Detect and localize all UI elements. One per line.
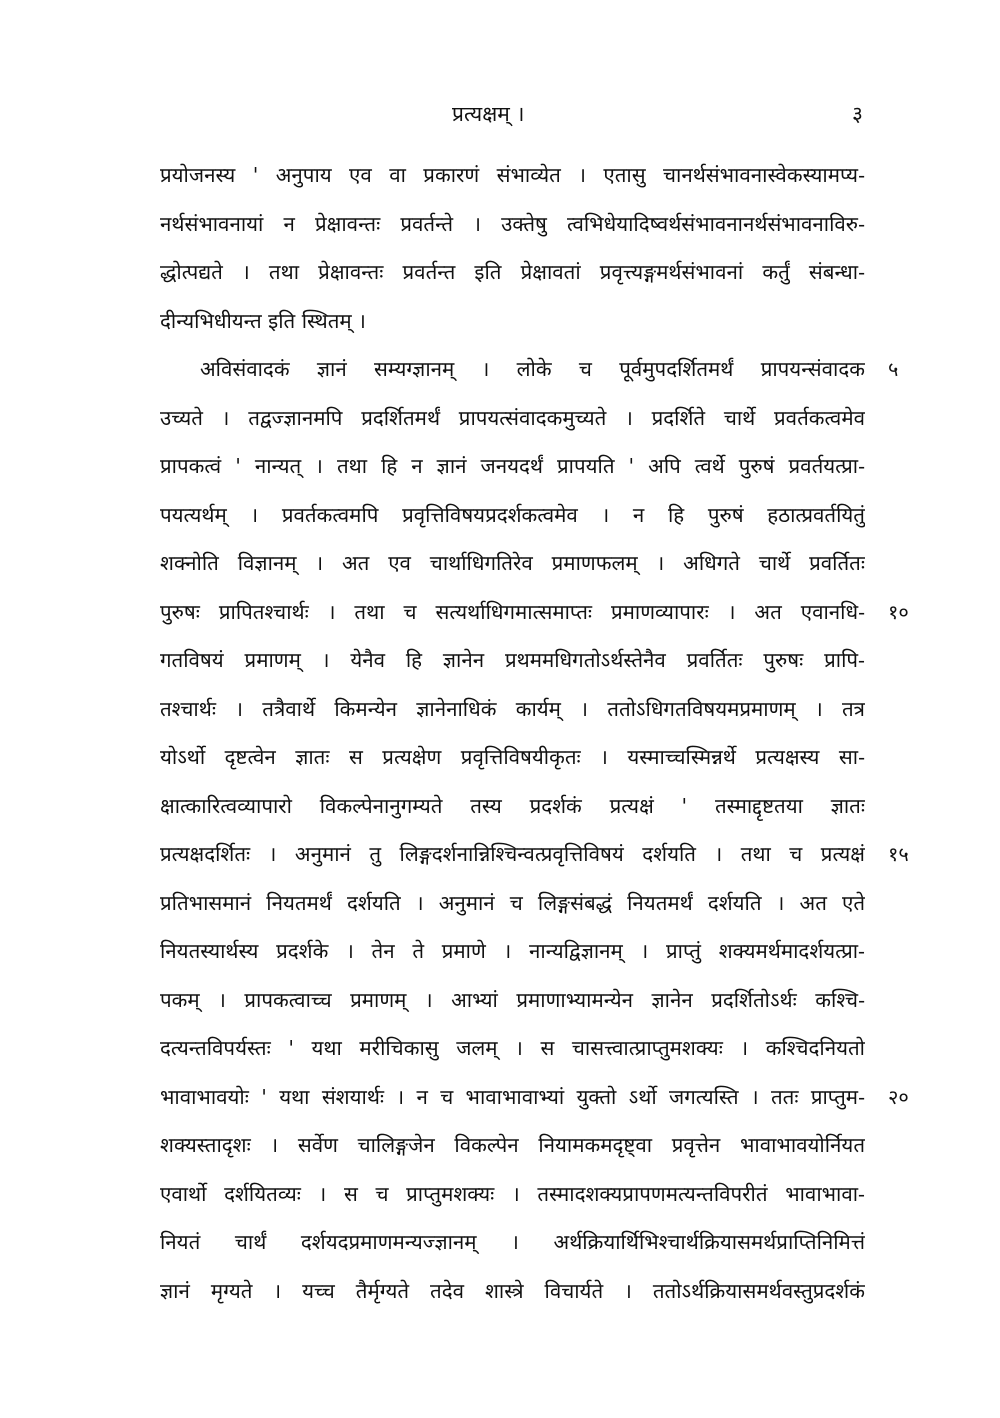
running-head <box>0 100 1000 140</box>
line-text: पकम् । प्रापकत्वाच्च प्रमाणम् । आभ्यां प्रमाणाभ्यामन्येन ज्ञानेन प्रदर्शितोऽर्थः कश्चि- <box>160 987 865 1012</box>
text-line <box>200 354 865 404</box>
line-text: ज्ञानं मृग्यते । यच्च तैर्मृग्यते तदेव शास्त्रे विचार्यते । ततोऽर्थक्रियासमर्थवस्तुप्रदर्शकं <box>160 1278 865 1303</box>
line-text: प्रापकत्वं ' नान्यत् । तथा हि न ज्ञानं जनयदर्थं प्रापयति ' अपि त्वर्थे पुरुषं प्रवर्तयत्प्रा- <box>160 454 865 478</box>
line-text: भावाभावयोः ' यथा संशयार्थः । न च भावाभावाभ्यां युक्तो ऽर्थो जगत्यस्ति । ततः प्राप्तुम- <box>160 1084 865 1109</box>
line-text: गतविषयं प्रमाणम् । येनैव हि ज्ञानेन प्रथममधिगतोऽर्थस्तेनैव प्रवर्तितः पुरुषः प्रापि- <box>160 648 865 672</box>
text-line <box>160 500 865 550</box>
text-line <box>160 791 865 841</box>
text-line <box>160 1033 865 1083</box>
line-text: प्रत्यक्षदर्शितः । अनुमानं तु लिङ्गदर्शनान्निश्चिन्वत्प्रवृत्तिविषयं दर्शयति । तथा च प्रत्यक्षं <box>160 842 865 866</box>
text-line <box>160 1227 865 1277</box>
line-text: शक्यस्तादृशः । सर्वेण चालिङ्गजेन विकल्पेन नियामकमदृष्ट्वा प्रवृत्तेन भावाभावयोर्नियत <box>160 1133 865 1157</box>
text-line <box>160 257 865 307</box>
line-text: उच्यते । तद्वज्ज्ञानमपि प्रदर्शितमर्थं प्रापयत्संवादकमुच्यते । प्रदर्शिते चार्थे प्रवर्तकत्वमेव <box>160 405 865 430</box>
line-text: प्रतिभासमानं नियतमर्थं दर्शयति । अनुमानं च लिङ्गसंबद्धं नियतमर्थं दर्शयति । अत एते <box>160 890 865 915</box>
line-text: दीन्यभिधीयन्त इति स्थितम् । <box>160 308 366 333</box>
text-line <box>160 548 865 598</box>
text-line <box>160 160 865 210</box>
line-text: नियतं चार्थं दर्शयदप्रमाणमन्यज्ज्ञानम् । अर्थक्रियार्थिभिश्चार्थक्रियासमर्थप्राप्तिनिमित्तं <box>160 1230 865 1254</box>
line-text: द्धोत्पद्यते । तथा प्रेक्षावन्तः प्रवर्तन्त इति प्रेक्षावतां प्रवृत्त्यङ्गमर्थसंभावनां कर्तुं संबन्धा- <box>160 260 865 284</box>
line-number: १५ <box>888 842 909 866</box>
text-line <box>160 1082 865 1132</box>
text-line <box>160 597 865 647</box>
text-line <box>160 839 865 889</box>
text-line <box>160 209 865 259</box>
text-line <box>160 451 865 501</box>
text-line <box>160 306 865 356</box>
line-number: ५ <box>888 357 899 381</box>
line-text: शक्नोति विज्ञानम् । अत एव चार्थाधिगतिरेव प्रमाणफलम् । अधिगते चार्थे प्रवर्तितः <box>160 551 865 575</box>
line-text: तश्चार्थः । तत्रैवार्थे किमन्येन ज्ञानेनाधिकं कार्यम् । ततोऽधिगतविषयमप्रमाणम् । तत्र <box>160 696 865 721</box>
text-line <box>160 985 865 1035</box>
line-text: नियतस्यार्थस्य प्रदर्शके । तेन ते प्रमाणे । नान्यद्विज्ञानम् । प्राप्तुं शक्यमर्थमादर्शयत्प्रा- <box>160 939 865 963</box>
text-line <box>160 403 865 453</box>
line-text: एवार्थो दर्शयितव्यः । स च प्राप्तुमशक्यः । तस्मादशक्यप्रापणमत्यन्तविपरीतं भावाभावा- <box>160 1181 865 1206</box>
line-text: पयत्यर्थम् । प्रवर्तकत्वमपि प्रवृत्तिविषयप्रदर्शकत्वमेव । न हि पुरुषं हठात्प्रवर्तयितुं <box>160 502 865 527</box>
text-line <box>160 742 865 792</box>
line-number: १० <box>888 599 909 624</box>
running-head-title: प्रत्यक्षम् । <box>452 102 525 126</box>
text-line <box>160 694 865 744</box>
line-text: दत्यन्तविपर्यस्तः ' यथा मरीचिकासु जलम् । स चासत्त्वात्प्राप्तुमशक्यः । कश्चिदनियतो <box>160 1036 865 1060</box>
text-line <box>160 1130 865 1180</box>
text-line <box>160 645 865 695</box>
line-text: अविसंवादकं ज्ञानं सम्यग्ज्ञानम् । लोके च पूर्वमुपदर्शितमर्थं प्रापयन्संवादक <box>200 357 865 381</box>
line-number: २० <box>888 1084 909 1109</box>
line-text: पुरुषः प्रापितश्चार्थः । तथा च सत्यर्थाधिगमात्समाप्तः प्रमाणव्यापारः । अत एवानधि- <box>160 599 865 624</box>
line-text: क्षात्कारित्वव्यापारो विकल्पेनानुगम्यते तस्य प्रदर्शकं प्रत्यक्षं ' तस्माद्दृष्टतया ज्ञातः <box>160 793 865 818</box>
text-line <box>160 1179 865 1229</box>
page-number: ३ <box>852 102 863 126</box>
line-text: नर्थसंभावनायां न प्रेक्षावन्तः प्रवर्तन्ते । उक्तेषु त्वभिधेयादिष्वर्थसंभावनानर्थसंभावनाविरु- <box>160 211 865 236</box>
text-line <box>160 1276 865 1326</box>
line-text: योऽर्थो दृष्टत्वेन ज्ञातः स प्रत्यक्षेण प्रवृत्तिविषयीकृतः । यस्माच्चस्मिन्नर्थे प्रत्यक्षस्य सा- <box>160 745 865 769</box>
line-text: प्रयोजनस्य ' अनुपाय एव वा प्रकारणं संभाव्येत । एतासु चानर्थसंभावनास्वेकस्यामप्य- <box>160 163 865 187</box>
text-line <box>160 936 865 986</box>
text-line <box>160 888 865 938</box>
